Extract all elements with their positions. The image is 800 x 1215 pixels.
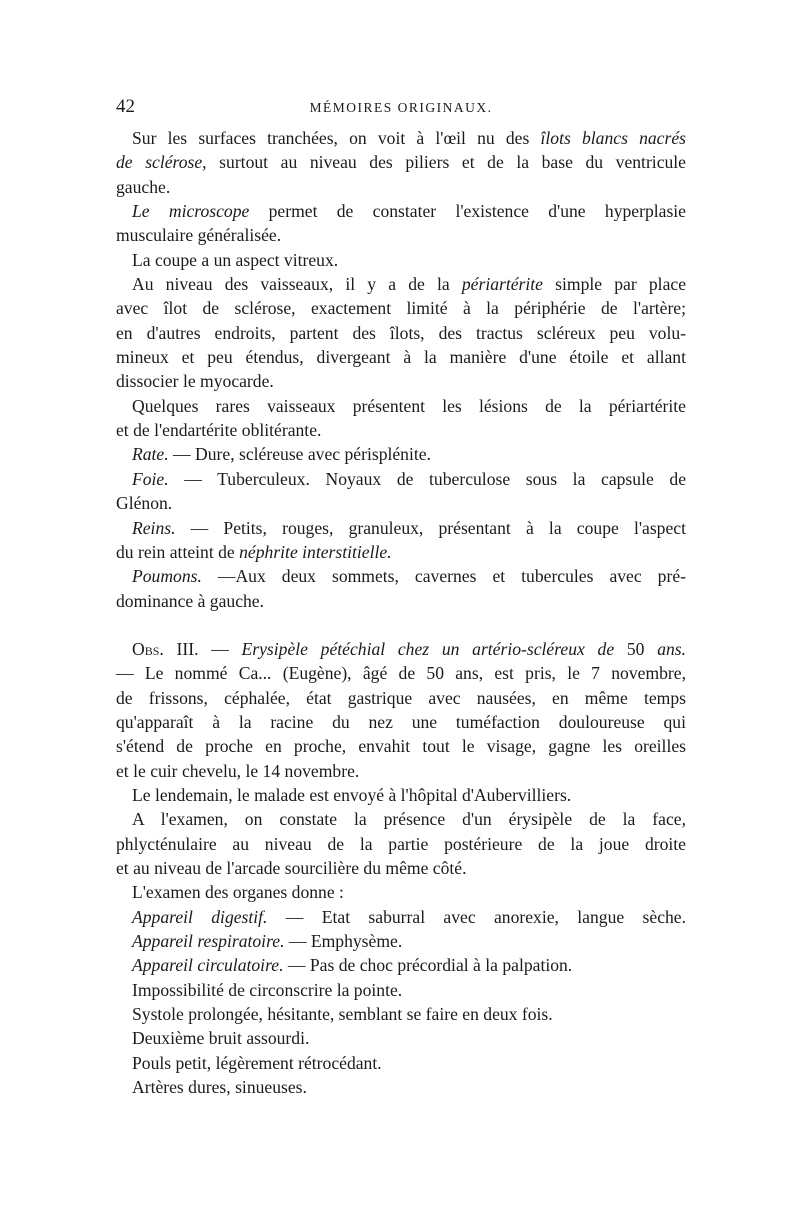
text-line: et au niveau de l'arcade sourcilière du même côté. <box>116 857 467 878</box>
paragraph-poumons <box>116 564 686 613</box>
text-line: Le lendemain, le malade est envoyé à l'hôpital d'Aubervilliers. <box>132 784 572 805</box>
text-line: Deuxième bruit assourdi. <box>132 1028 310 1049</box>
paragraph-digestif <box>116 905 686 929</box>
text-line: avec îlot de sclérose, exactement limité à la périphérie de l'artère; <box>116 298 686 319</box>
text-line: et de l'endartérite oblitérante. <box>116 420 322 441</box>
paragraph-examen <box>116 807 686 880</box>
text-line: — Le nommé Ca... (Eugène), âgé de 50 ans, est pris, le 7 novembre, <box>116 663 686 684</box>
page-header <box>116 96 686 126</box>
text-line: Appareil digestif. — Etat saburral avec anorexie, langue sèche. <box>132 906 687 927</box>
page-number: 42 <box>116 96 135 117</box>
running-title: MÉMOIRES ORIGINAUX. <box>309 100 493 115</box>
observation-iii <box>116 637 686 783</box>
text-line: Systole prolongée, hésitante, semblant se faire en deux fois. <box>132 1004 553 1025</box>
document-page <box>116 96 686 1099</box>
text-line: Appareil respiratoire. — Emphysème. <box>132 931 403 951</box>
paragraph-rate <box>116 442 686 466</box>
text-line: dissocier le myocarde. <box>116 371 274 392</box>
text-line: qu'apparaît à la racine du nez une tuméfaction douloureuse qui <box>116 711 686 732</box>
text-line: de frissons, céphalée, état gastrique avec nausées, en même temps <box>116 687 686 708</box>
text-line: et le cuir chevelu, le 14 novembre. <box>116 760 360 781</box>
text-line: Au niveau des vaisseaux, il y a de la périartérite simple par place <box>132 274 687 295</box>
text-line: mineux et peu étendus, divergeant à la manière d'une étoile et allant <box>116 347 686 368</box>
text-line: de sclérose, surtout au niveau des piliers et de la base du ventricule <box>116 152 686 173</box>
text-line: Quelques rares vaisseaux présentent les lésions de la périartérite <box>132 395 686 416</box>
text-line: musculaire généralisée. <box>116 225 282 246</box>
paragraph-periarterite <box>116 394 686 443</box>
text-line: Poumons. —Aux deux sommets, cavernes et tubercules avec pré- <box>132 566 686 587</box>
text-line: Glénon. <box>116 493 173 514</box>
paragraph-circulatoire <box>116 953 686 1099</box>
paragraph-coupe <box>116 248 686 272</box>
text-line: en d'autres endroits, partent des îlots, des tractus scléreux peu volu- <box>116 322 686 343</box>
text-line: Pouls petit, légèrement rétrocédant. <box>132 1052 382 1073</box>
text-line: L'examen des organes donne : <box>132 882 344 903</box>
paragraph-foie <box>116 467 686 516</box>
text-line: phlycténulaire au niveau de la partie postérieure de la joue droite <box>116 833 686 854</box>
text-line: Le microscope permet de constater l'existence d'une hyperplasie <box>132 201 686 222</box>
text-line: Reins. — Petits, rouges, granuleux, présentant à la coupe l'aspect <box>132 517 686 538</box>
section-gap <box>116 613 686 637</box>
paragraph-vaisseaux <box>116 272 686 394</box>
text-line: La coupe a un aspect vitreux. <box>132 249 339 270</box>
paragraph-organes <box>116 880 686 904</box>
text-line: gauche. <box>116 176 171 197</box>
text-line: dominance à gauche. <box>116 590 265 611</box>
text-line: Foie. — Tuberculeux. Noyaux de tuberculose sous la capsule de <box>132 468 686 489</box>
text-line: Appareil circulatoire. — Pas de choc précordial à la palpation. <box>132 955 573 976</box>
paragraph-respiratoire <box>116 929 686 953</box>
text-line: Impossibilité de circonscrire la pointe. <box>132 979 403 1000</box>
paragraph-microscope <box>116 199 686 248</box>
paragraph-ilots <box>116 126 686 199</box>
text-line: A l'examen, on constate la présence d'un érysipèle de la face, <box>132 809 686 830</box>
paragraph-reins <box>116 516 686 565</box>
paragraph-lendemain <box>116 783 686 807</box>
text-line: Rate. — Dure, scléreuse avec périsplénite. <box>132 444 431 465</box>
text-line: Artères dures, sinueuses. <box>132 1077 307 1098</box>
text-line: du rein atteint de néphrite interstitielle. <box>116 541 392 562</box>
text-line: Sur les surfaces tranchées, on voit à l'œil nu des îlots blancs nacrés <box>132 128 686 148</box>
observation-heading: Obs. III. — Erysipèle pétéchial chez un artério-scléreux de 50 ans. <box>132 638 687 659</box>
text-line: s'étend de proche en proche, envahit tout le visage, gagne les oreilles <box>116 736 686 757</box>
